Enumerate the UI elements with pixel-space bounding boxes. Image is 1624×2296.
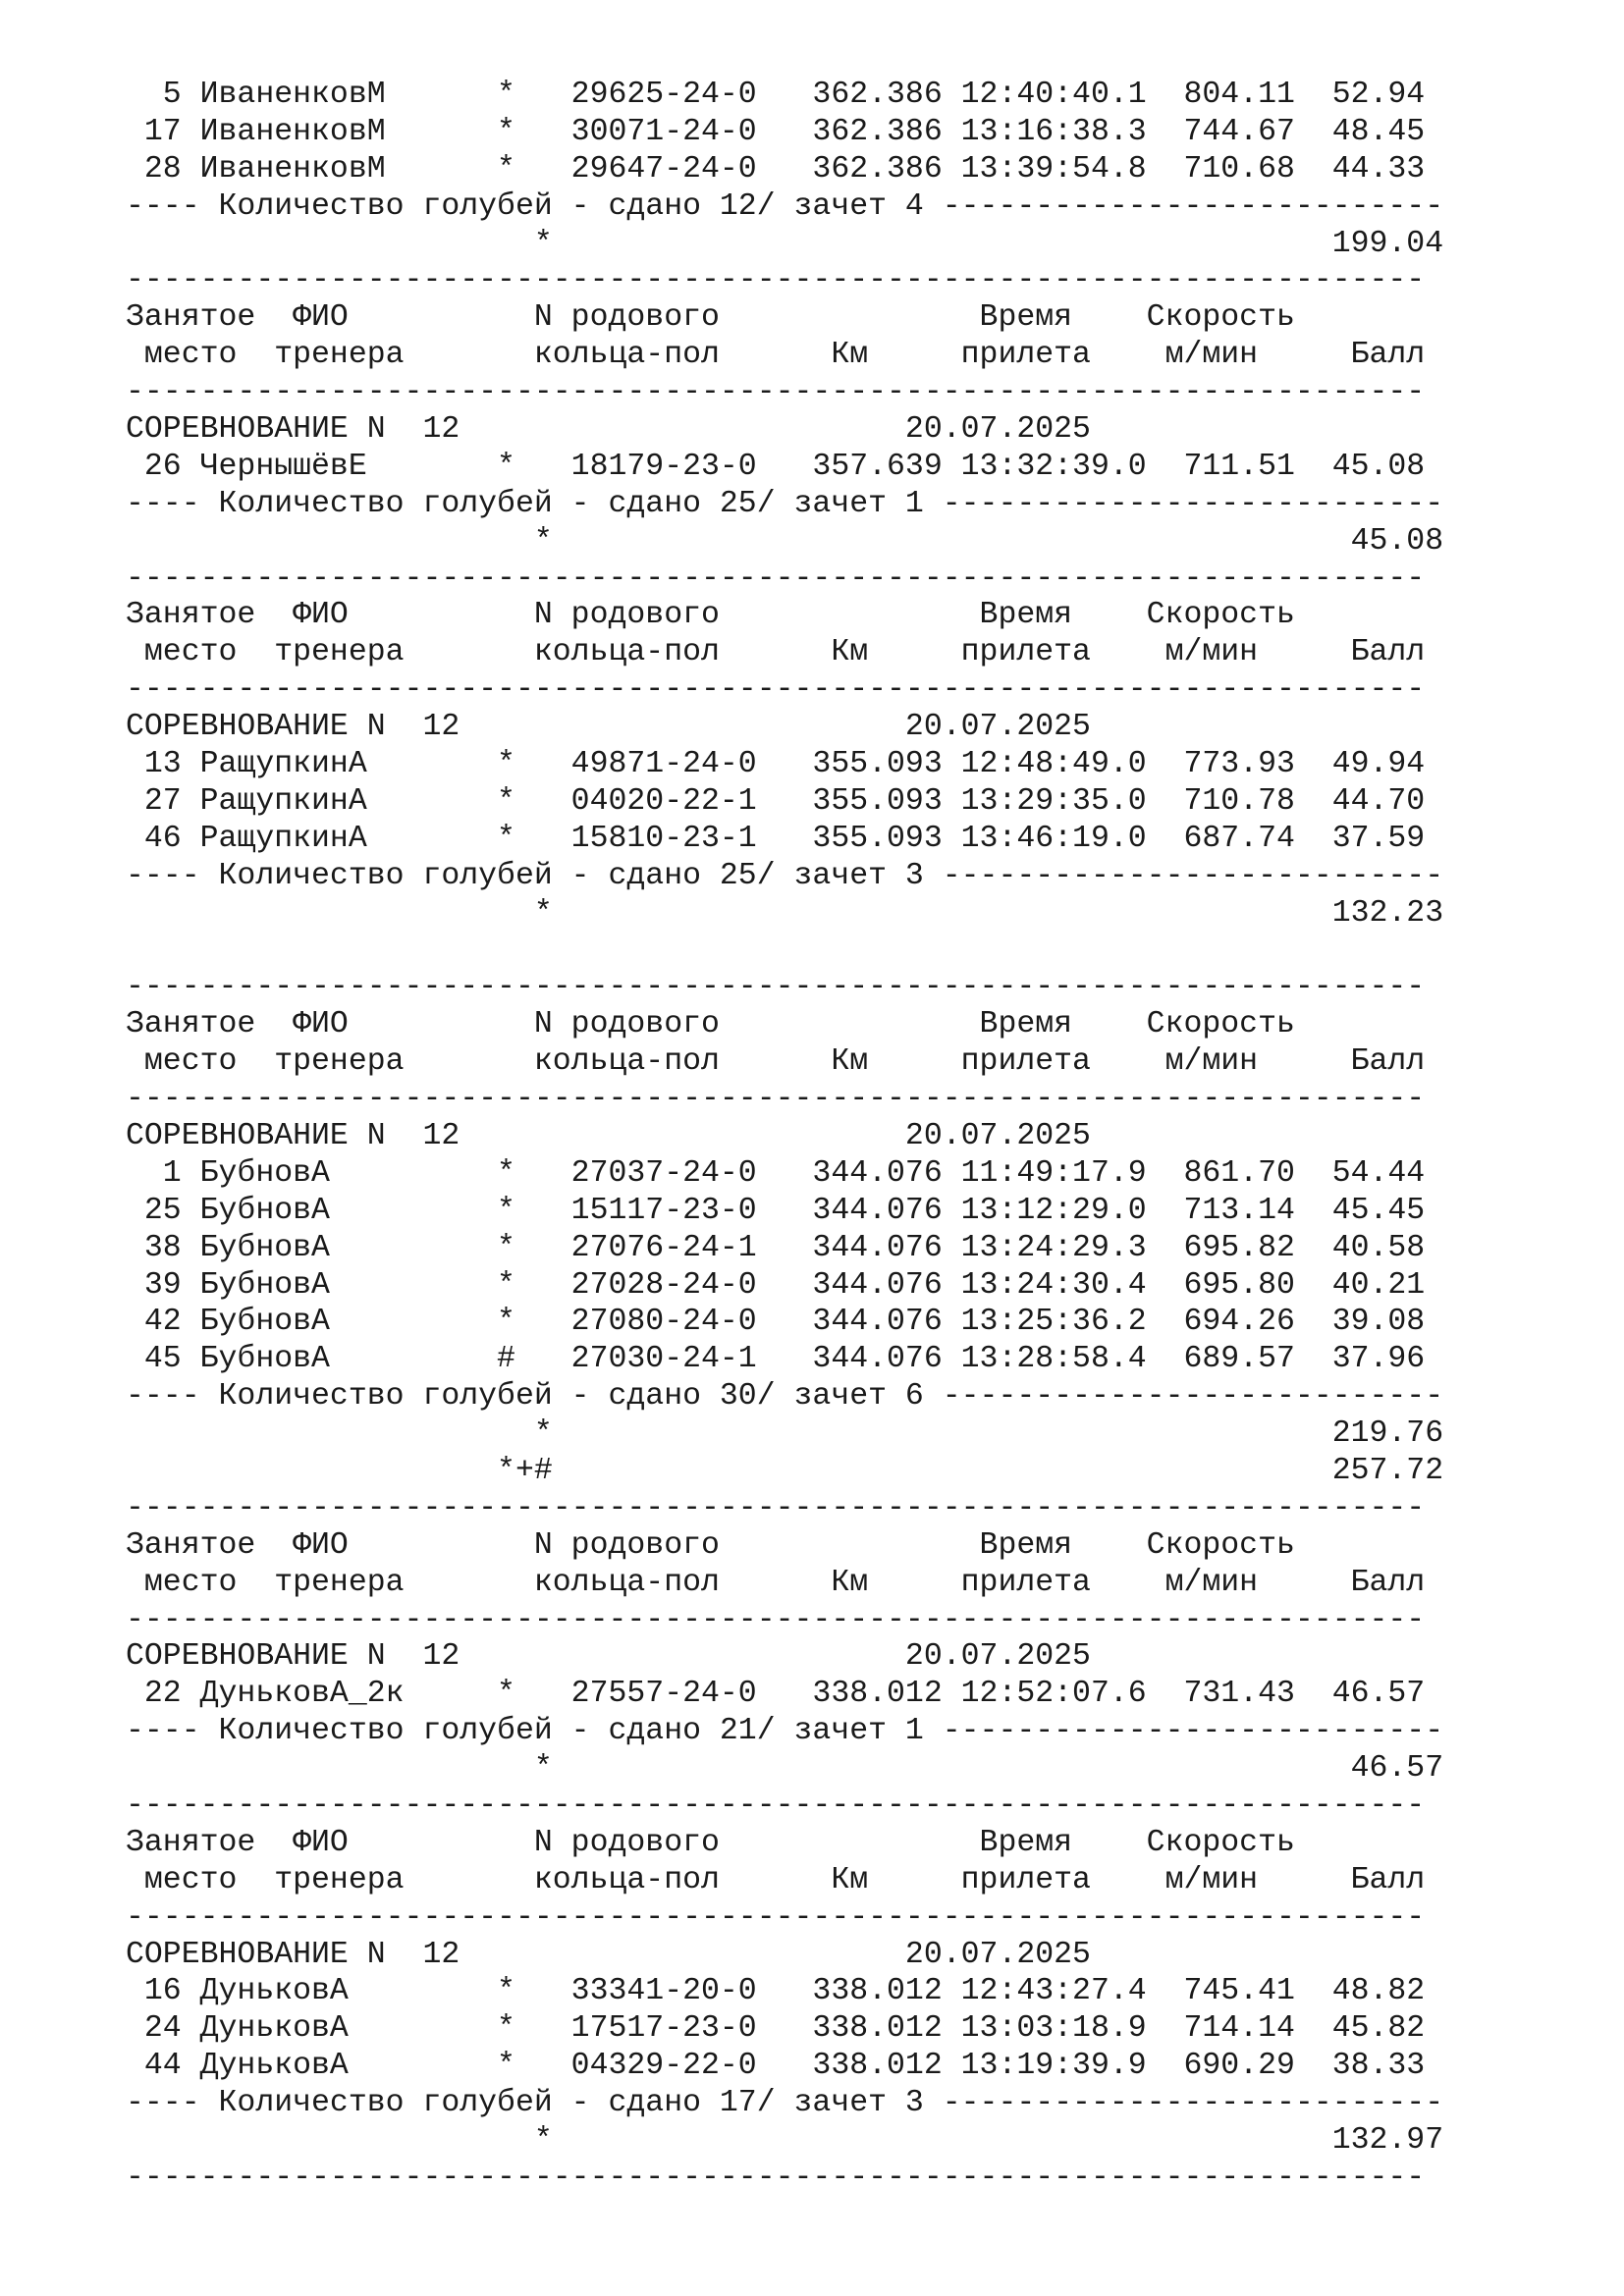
printout-line: ---- Количество голубей - сдано 25/ зачет 3 --------------------------- xyxy=(126,858,1444,893)
printout-line: * 45.08 xyxy=(126,523,1444,559)
printout-line: ---------------------------------------------------------------------- xyxy=(126,1490,1426,1525)
printout-line: ---------------------------------------------------------------------- xyxy=(126,561,1426,596)
printout-line: ---------------------------------------------------------------------- xyxy=(126,672,1426,708)
printout-line: *+# 257.72 xyxy=(126,1453,1444,1488)
printout-line: 13 РащупкинА * 49871-24-0 355.093 12:48:49.0 773.93 49.94 xyxy=(126,747,1426,782)
printout-line: * 46.57 xyxy=(126,1751,1444,1787)
printout-line: ---------------------------------------------------------------------- xyxy=(126,263,1426,298)
printout-line: место тренера кольца-пол Км прилета м/мин Балл xyxy=(126,1565,1426,1600)
printout-line: 16 ДуньковА * 33341-20-0 338.012 12:43:27.4 745.41 48.82 xyxy=(126,1974,1426,2009)
printout-line xyxy=(126,932,1559,969)
printout-line: 24 ДуньковА * 17517-23-0 338.012 13:03:18.9 714.14 45.82 xyxy=(126,2011,1426,2047)
printout-line: СОРЕВНОВАНИЕ N 12 20.07.2025 xyxy=(126,1118,1091,1153)
printout-line: 5 ИваненковМ * 29625-24-0 362.386 12:40:40.1 804.11 52.94 xyxy=(126,78,1426,112)
printout-line: 17 ИваненковМ * 30071-24-0 362.386 13:16:38.3 744.67 48.45 xyxy=(126,114,1426,149)
printout-line: ---------------------------------------------------------------------- xyxy=(126,1788,1426,1823)
printout-line: Занятое ФИО N родового Время Скорость xyxy=(126,1007,1295,1042)
printout-line: * 199.04 xyxy=(126,226,1444,261)
printout-line: место тренера кольца-пол Км прилета м/мин Балл xyxy=(126,1862,1426,1897)
printout-line: ---------------------------------------------------------------------- xyxy=(126,1899,1426,1935)
printout-line: ---------------------------------------------------------------------- xyxy=(126,1602,1426,1637)
printout-line: 25 БубновА * 15117-23-0 344.076 13:12:29.0 713.14 45.45 xyxy=(126,1193,1426,1228)
printout-line: ---- Количество голубей - сдано 17/ зачет 3 --------------------------- xyxy=(126,2086,1444,2121)
printout-line: СОРЕВНОВАНИЕ N 12 20.07.2025 xyxy=(126,1937,1091,1972)
printout-line: Занятое ФИО N родового Время Скорость xyxy=(126,300,1295,336)
printout-line: ---- Количество голубей - сдано 12/ зачет 4 --------------------------- xyxy=(126,188,1444,224)
printout-line: * 132.97 xyxy=(126,2122,1444,2158)
printout-line: 45 БубновА # 27030-24-1 344.076 13:28:58.4 689.57 37.96 xyxy=(126,1342,1426,1377)
printout-line: 44 ДуньковА * 04329-22-0 338.012 13:19:39.9 690.29 38.33 xyxy=(126,2049,1426,2084)
printout-line: 42 БубновА * 27080-24-0 344.076 13:25:36.2 694.26 39.08 xyxy=(126,1305,1426,1340)
printout-line: Занятое ФИО N родового Время Скорость xyxy=(126,1527,1295,1563)
printout-line: место тренера кольца-пол Км прилета м/мин Балл xyxy=(126,338,1426,373)
printout-line: 27 РащупкинА * 04020-22-1 355.093 13:29:35.0 710.78 44.70 xyxy=(126,783,1426,819)
printout-line: Занятое ФИО N родового Время Скорость xyxy=(126,1825,1295,1860)
printout-line: место тренера кольца-пол Км прилета м/мин Балл xyxy=(126,635,1426,670)
printout-line: * 132.23 xyxy=(126,895,1444,931)
printout-line: ---- Количество голубей - сдано 30/ зачет 6 --------------------------- xyxy=(126,1379,1444,1415)
printout-line: место тренера кольца-пол Км прилета м/мин Балл xyxy=(126,1044,1426,1080)
printout-line: * 219.76 xyxy=(126,1416,1444,1452)
results-printout xyxy=(126,77,1559,2197)
printout-line: 26 ЧернышёвЕ * 18179-23-0 357.639 13:32:39.0 711.51 45.08 xyxy=(126,449,1426,484)
printout-line: ---------------------------------------------------------------------- xyxy=(126,375,1426,410)
printout-line: ---------------------------------------------------------------------- xyxy=(126,970,1426,1005)
printout-line: ---------------------------------------------------------------------- xyxy=(126,1082,1426,1117)
printout-line: СОРЕВНОВАНИЕ N 12 20.07.2025 xyxy=(126,412,1091,448)
printout-line: 38 БубновА * 27076-24-1 344.076 13:24:29.3 695.82 40.58 xyxy=(126,1230,1426,1265)
printout-line: 1 БубновА * 27037-24-0 344.076 11:49:17.9 861.70 54.44 xyxy=(126,1155,1426,1191)
printout-line: Занятое ФИО N родового Время Скорость xyxy=(126,598,1295,633)
printout-line: 46 РащупкинА * 15810-23-1 355.093 13:46:19.0 687.74 37.59 xyxy=(126,821,1426,856)
printout-line: 28 ИваненковМ * 29647-24-0 362.386 13:39:54.8 710.68 44.33 xyxy=(126,151,1426,187)
printout-line: ---- Количество голубей - сдано 21/ зачет 1 --------------------------- xyxy=(126,1714,1444,1749)
printout-line: СОРЕВНОВАНИЕ N 12 20.07.2025 xyxy=(126,710,1091,745)
printout-line: 39 БубновА * 27028-24-0 344.076 13:24:30.4 695.80 40.21 xyxy=(126,1267,1426,1303)
printout-line: ---- Количество голубей - сдано 25/ зачет 1 --------------------------- xyxy=(126,486,1444,521)
printout-line: ---------------------------------------------------------------------- xyxy=(126,2160,1426,2195)
printout-line: СОРЕВНОВАНИЕ N 12 20.07.2025 xyxy=(126,1639,1091,1675)
printout-line: 22 ДуньковА_2к * 27557-24-0 338.012 12:52:07.6 731.43 46.57 xyxy=(126,1677,1426,1712)
